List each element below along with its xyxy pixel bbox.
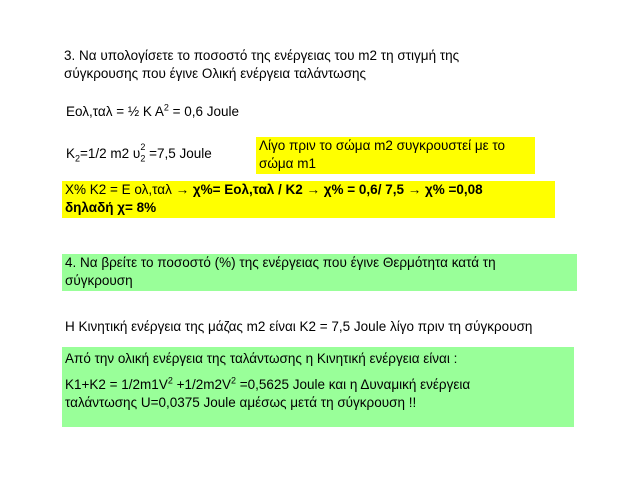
note-box: Λίγο πριν το σώμα m2 συγκρουστεί με το σώμα m1 [256,137,535,174]
result-line-1: Χ% Κ2 = Ε ολ,ταλ → χ%= Εολ,ταλ / Κ2 → χ% = 0,6/ 7,5 → χ% =0,08 [65,182,483,197]
kinetic-statement: Η Κινητική ενέργεια της μάζας m2 είναι Κ2 = 7,5 Joule λίγο πριν τη σύγκρουση [65,319,533,334]
kinetic-energy-formula: $K_2=1/2$ m2 $\upsilon_2$ 2 =7,5 Joule [66,142,212,164]
result-box [62,181,555,218]
question-3 [64,47,459,83]
final-box: Από την ολική ενέργεια της ταλάντωσης η Κινητική ενέργεια είναι : $K1+K2 = 1/2m1V^2 +1/2m2V^2 =0,5625$ Joule και η Δυναμική ενέργεια ταλάντωσης U=0,0375 Joule αμέσως μετά τη σύγκρουση !! [62,347,574,427]
final-line-2: $K1+K2 = 1/2m1V^2 +1/2m2V^2 =0,5625$ Joule και η Δυναμική ενέργεια [65,375,471,392]
question-3-line-2: σύγκρουσης που έγινε Ολική ενέργεια ταλάντωσης [64,66,367,81]
question-3-line-1: 3. Να υπολογίσετε το ποσοστό της ενέργειας του m2 τη στιγμή της [64,48,460,63]
result-line-2: δηλαδή χ= 8% [65,200,157,215]
total-energy-formula: Εολ,ταλ = ½ Κ $A^2 = 0,6$ Joule [66,102,240,119]
question-4-box: 4. Να βρείτε το ποσοστό (%) της ενέργειας που έγινε Θερμότητα κατά τη σύγκρουση [62,254,577,291]
